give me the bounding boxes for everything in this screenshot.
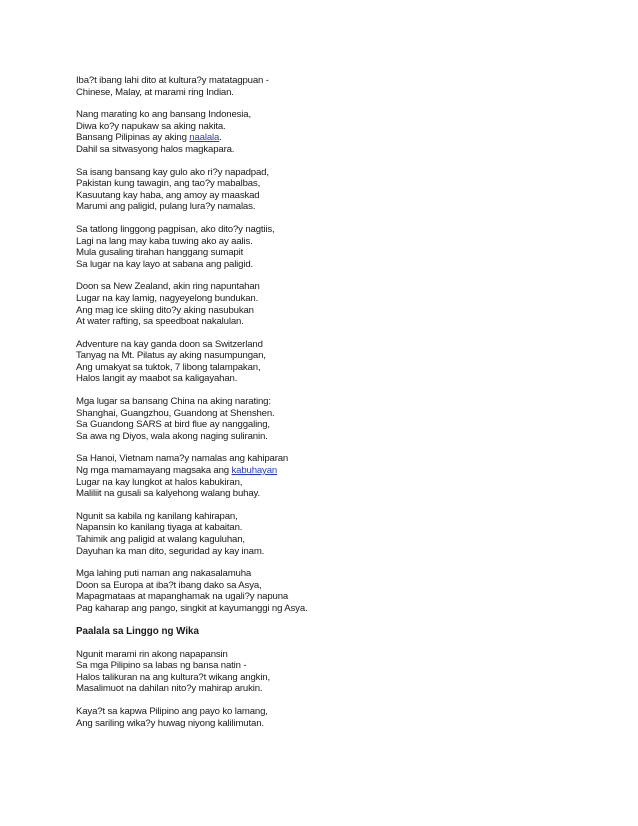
verse-text: Maliliit na gusali sa kalyehong walang buhay. [76,488,260,500]
verse-text: Iba?t ibang lahi dito at kultura?y matatagpuan - [76,75,269,86]
verse-text: Doon sa Europa at iba?t ibang dako sa Asya, [76,579,262,591]
verse-line [76,350,576,362]
verse-line [76,87,576,99]
hyperlink-naalala[interactable]: naalala [189,132,220,144]
verse-line [76,718,576,730]
stanza [76,568,576,614]
verse-line [76,465,576,477]
verse-line [76,683,576,695]
verse-line [76,281,576,293]
verse-line [76,167,576,179]
verse-text: Sa isang bansang kay gulo ako ri?y napadpad, [76,166,269,178]
verse-text: Doon sa New Zealand, akin ring napuntahan [76,281,260,293]
verse-text: Ang mag ice skiing dito?y aking nasubukan [76,304,254,316]
verse-line [76,224,576,236]
verse-text: Diwa ko?y napukaw sa aking nakita. [76,120,226,132]
verse-line [76,603,576,615]
verse-text: Sa mga Pilipino sa labas ng bansa natin - [76,660,247,672]
verse-text: Ang umakyat sa tuktok, 7 libong talampakan, [76,361,261,373]
verse-text: Nang marating ko ang bansang Indonesia, [76,109,251,121]
verse-line [76,396,576,408]
verse-line [76,511,576,523]
verse-text: Lugar na kay lungkot at halos kabukiran, [76,476,243,488]
hyperlink-kabuhayan[interactable]: kabuhayan [231,465,278,477]
stanza [76,224,576,270]
verse-text: Halos talikuran na ang kultura?t wikang angkin, [76,671,271,683]
verse-line [76,672,576,684]
stanza [76,706,576,729]
verse-line [76,109,576,121]
verse-line [76,178,576,190]
stanza [76,167,576,213]
verse-text: Sa lugar na kay layo at sabana ang paligid. [76,258,254,270]
verse-line [76,259,576,271]
verse-line [76,546,576,558]
verse-line [76,706,576,718]
document-page [76,75,576,740]
verse-text: Shanghai, Guangzhou, Guandong at Shenshen. [76,407,275,419]
verse-line [76,190,576,202]
verse-text: Sa Guandong SARS at bird flue ay nanggaling, [76,419,270,431]
verse-line [76,236,576,248]
verse-text: Chinese, Malay, at marami ring Indian. [76,86,234,98]
verse-text: Marumi ang paligid, pulang lura?y namalas. [76,201,256,213]
stanza [76,649,576,695]
verse-line [76,431,576,443]
poem-part-one [76,75,576,615]
verse-line [76,660,576,672]
verse-line [76,522,576,534]
verse-text: Sa tatlong linggong pagpisan, ako dito?y nagtiis, [76,223,275,235]
verse-text: Masalimuot na dahilan nito?y mahirap arukin. [76,683,263,695]
verse-line [76,534,576,546]
verse-text: Sa awa ng Diyos, wala akong naging suliranin. [76,430,268,442]
verse-line [76,75,576,87]
stanza [76,453,576,499]
verse-line [76,419,576,431]
verse-text: Tanyag na Mt. Pilatus ay aking nasumpungan, [76,350,266,362]
verse-text: Ngunit marami rin akong napapansin [76,648,228,660]
verse-line [76,293,576,305]
verse-line [76,580,576,592]
verse-text: At water rafting, sa speedboat nakalulan. [76,316,244,328]
verse-text: Kaya?t sa kapwa Pilipino ang payo ko lamang, [76,705,268,717]
verse-text: Pakistan kung tawagin, ang tao?y mabalbas, [76,178,261,190]
verse-line [76,305,576,317]
verse-text: Ang sariling wika?y huwag niyong kalilimutan. [76,717,264,729]
verse-text: Lagi na lang may kaba tuwing ako ay aalis. [76,235,253,247]
verse-text: Bansang Pilipinas ay aking [76,132,190,144]
verse-line [76,453,576,465]
verse-text: Mga lahing puti naman ang nakasalamuha [76,568,252,580]
verse-line [76,373,576,385]
verse-text: Mapagmataas at mapanghamak na ugali?y napuna [76,591,289,603]
verse-text: Mula gusaling tirahan hanggang sumapit [76,247,244,259]
verse-text: Dayuhan ka man dito, seguridad ay kay inam. [76,545,265,557]
verse-line [76,591,576,603]
verse-text: Dahil sa sitwasyong halos magkapara. [76,143,235,155]
stanza [76,396,576,442]
verse-text: Napansin ko kanilang tiyaga at kabaitan. [76,522,243,534]
verse-line [76,649,576,661]
verse-line [76,247,576,259]
verse-text: Mga lugar sa bansang China na aking narating: [76,396,271,408]
stanza [76,281,576,327]
verse-text: Tahimik ang paligid at walang kaguluhan, [76,534,245,545]
verse-text: Lugar na kay lamig, nagyeyelong bundukan. [76,292,259,304]
verse-text: Kasuutang kay haba, ang amoy ay maaskad [76,189,260,201]
stanza [76,109,576,155]
verse-line [76,488,576,500]
verse-punctuation: . [219,132,222,144]
verse-line [76,316,576,328]
verse-text: Ng mga mamamayang magsaka ang [76,465,232,477]
stanza [76,339,576,385]
verse-line [76,362,576,374]
verse-line [76,201,576,213]
stanza [76,75,576,98]
verse-text: Ngunit sa kabila ng kanilang kahirapan, [76,510,238,522]
verse-line [76,339,576,351]
verse-line [76,477,576,489]
section-heading: Paalala sa Linggo ng Wika [76,625,199,637]
verse-line [76,121,576,133]
verse-line [76,144,576,156]
poem-part-two [76,649,576,730]
verse-text: Adventure na kay ganda doon sa Switzerland [76,338,263,350]
verse-line [76,568,576,580]
verse-text: Halos langit ay maabot sa kaligayahan. [76,373,238,385]
verse-text: Sa Hanoi, Vietnam nama?y namalas ang kahiparan [76,453,289,465]
verse-line [76,132,576,144]
stanza [76,511,576,557]
verse-line [76,408,576,420]
verse-text: Pag kaharap ang pango, singkit at kayumanggi ng Asya. [76,602,308,614]
